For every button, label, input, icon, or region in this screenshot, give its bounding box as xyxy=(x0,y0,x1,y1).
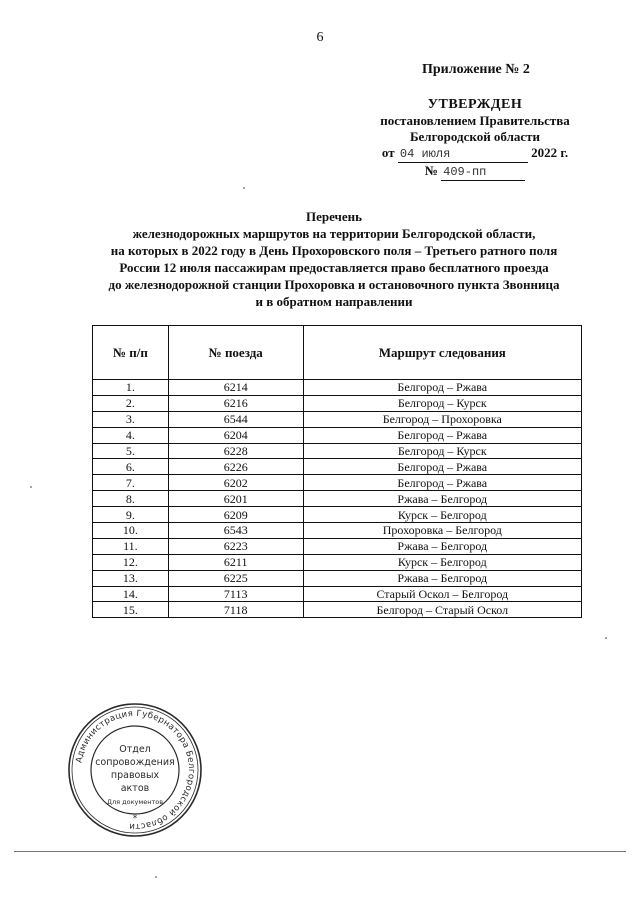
train-number-cell: 6543 xyxy=(168,523,303,539)
scan-speck xyxy=(155,876,157,878)
approval-date-line xyxy=(360,145,590,163)
route-cell: Ржава – Белгород xyxy=(303,538,581,554)
table-row xyxy=(93,491,582,507)
official-stamp xyxy=(65,700,205,840)
row-index-cell: 9. xyxy=(93,507,169,523)
row-index-cell: 1. xyxy=(93,380,169,396)
train-number-cell: 6214 xyxy=(168,380,303,396)
route-cell: Старый Оскол – Белгород xyxy=(303,586,581,602)
heading-line-5: до железнодорожной станции Прохоровка и остановочного пункта Звонница xyxy=(108,277,560,292)
train-number-cell: 6201 xyxy=(168,491,303,507)
approval-line-2: Белгородской области xyxy=(409,129,541,144)
table-row xyxy=(93,507,582,523)
train-number-cell: 6544 xyxy=(168,411,303,427)
row-index-cell: 3. xyxy=(93,411,169,427)
approval-number-line xyxy=(360,163,590,181)
date-prefix: от xyxy=(381,145,395,160)
stamp-star-icon: * xyxy=(132,814,138,824)
stamp-center-line-3: правовых xyxy=(110,770,160,781)
stamp-ring-text: Администрация Губернатора Белгородской области xyxy=(74,708,197,832)
heading-line-3: на которых в 2022 году в День Прохоровского поля – Третьего ратного поля xyxy=(110,243,558,258)
train-number-cell: 6202 xyxy=(168,475,303,491)
table-row xyxy=(93,554,582,570)
row-index-cell: 7. xyxy=(93,475,169,491)
train-number-cell: 6216 xyxy=(168,395,303,411)
train-number-cell: 6226 xyxy=(168,459,303,475)
row-index-cell: 13. xyxy=(93,570,169,586)
heading-line-6: и в обратном направлении xyxy=(255,294,413,309)
routes-table-body xyxy=(93,380,582,618)
table-row xyxy=(93,538,582,554)
heading-line-2: железнодорожных маршрутов на территории Белгородской области, xyxy=(132,226,536,241)
table-header-row xyxy=(93,326,582,380)
stamp-center-line-4: актов xyxy=(120,783,150,794)
row-index-cell: 8. xyxy=(93,491,169,507)
scan-speck xyxy=(243,187,245,189)
route-cell: Белгород – Курск xyxy=(303,443,581,459)
train-number-cell: 7118 xyxy=(168,602,303,618)
row-index-cell: 11. xyxy=(93,538,169,554)
row-index-cell: 2. xyxy=(93,395,169,411)
page-number: 6 xyxy=(316,30,324,45)
bottom-divider xyxy=(14,851,626,852)
route-cell: Курск – Белгород xyxy=(303,507,581,523)
header-route: Маршрут следования xyxy=(303,326,581,380)
routes-table xyxy=(92,325,582,618)
table-row xyxy=(93,411,582,427)
table-row xyxy=(93,586,582,602)
table-row xyxy=(93,380,582,396)
train-number-cell: 6209 xyxy=(168,507,303,523)
number-prefix: № xyxy=(424,163,438,178)
table-row xyxy=(93,427,582,443)
row-index-cell: 10. xyxy=(93,523,169,539)
row-index-cell: 4. xyxy=(93,427,169,443)
scan-speck xyxy=(605,637,607,639)
route-cell: Ржава – Белгород xyxy=(303,570,581,586)
train-number-cell: 6223 xyxy=(168,538,303,554)
table-row xyxy=(93,570,582,586)
date-value: 04 июля xyxy=(398,146,528,163)
row-index-cell: 12. xyxy=(93,554,169,570)
train-number-cell: 7113 xyxy=(168,586,303,602)
date-year: 2022 г. xyxy=(531,145,569,160)
approval-title: УТВЕРЖДЕН xyxy=(427,97,523,112)
stamp-center-line-1: Отдел xyxy=(119,744,151,755)
stamp-center-line-2: сопровождения xyxy=(95,757,175,768)
table-row xyxy=(93,395,582,411)
route-cell: Ржава – Белгород xyxy=(303,491,581,507)
header-train-number: № поезда xyxy=(168,326,303,380)
header-index: № п/п xyxy=(93,326,169,380)
route-cell: Белгород – Прохоровка xyxy=(303,411,581,427)
stamp-seal-icon xyxy=(65,700,205,840)
route-cell: Белгород – Ржава xyxy=(303,459,581,475)
scan-speck xyxy=(30,486,32,488)
table-row xyxy=(93,523,582,539)
row-index-cell: 6. xyxy=(93,459,169,475)
stamp-bottom-text: Для документов xyxy=(106,798,164,806)
train-number-cell: 6211 xyxy=(168,554,303,570)
route-cell: Курск – Белгород xyxy=(303,554,581,570)
table-row xyxy=(93,443,582,459)
number-value: 409-пп xyxy=(441,164,525,181)
heading-line-4: России 12 июля пассажирам предоставляется право бесплатного проезда xyxy=(119,260,549,275)
table-row xyxy=(93,602,582,618)
approval-block xyxy=(360,97,590,181)
route-cell: Белгород – Старый Оскол xyxy=(303,602,581,618)
train-number-cell: 6228 xyxy=(168,443,303,459)
route-cell: Белгород – Ржава xyxy=(303,475,581,491)
row-index-cell: 5. xyxy=(93,443,169,459)
appendix-label: Приложение № 2 xyxy=(422,62,530,77)
document-heading xyxy=(60,208,608,310)
approval-line-1: постановлением Правительства xyxy=(380,113,570,128)
row-index-cell: 15. xyxy=(93,602,169,618)
route-cell: Прохоровка – Белгород xyxy=(303,523,581,539)
table-row xyxy=(93,459,582,475)
route-cell: Белгород – Ржава xyxy=(303,380,581,396)
heading-line-1: Перечень xyxy=(305,209,363,224)
row-index-cell: 14. xyxy=(93,586,169,602)
train-number-cell: 6225 xyxy=(168,570,303,586)
train-number-cell: 6204 xyxy=(168,427,303,443)
route-cell: Белгород – Курск xyxy=(303,395,581,411)
table-row xyxy=(93,475,582,491)
route-cell: Белгород – Ржава xyxy=(303,427,581,443)
